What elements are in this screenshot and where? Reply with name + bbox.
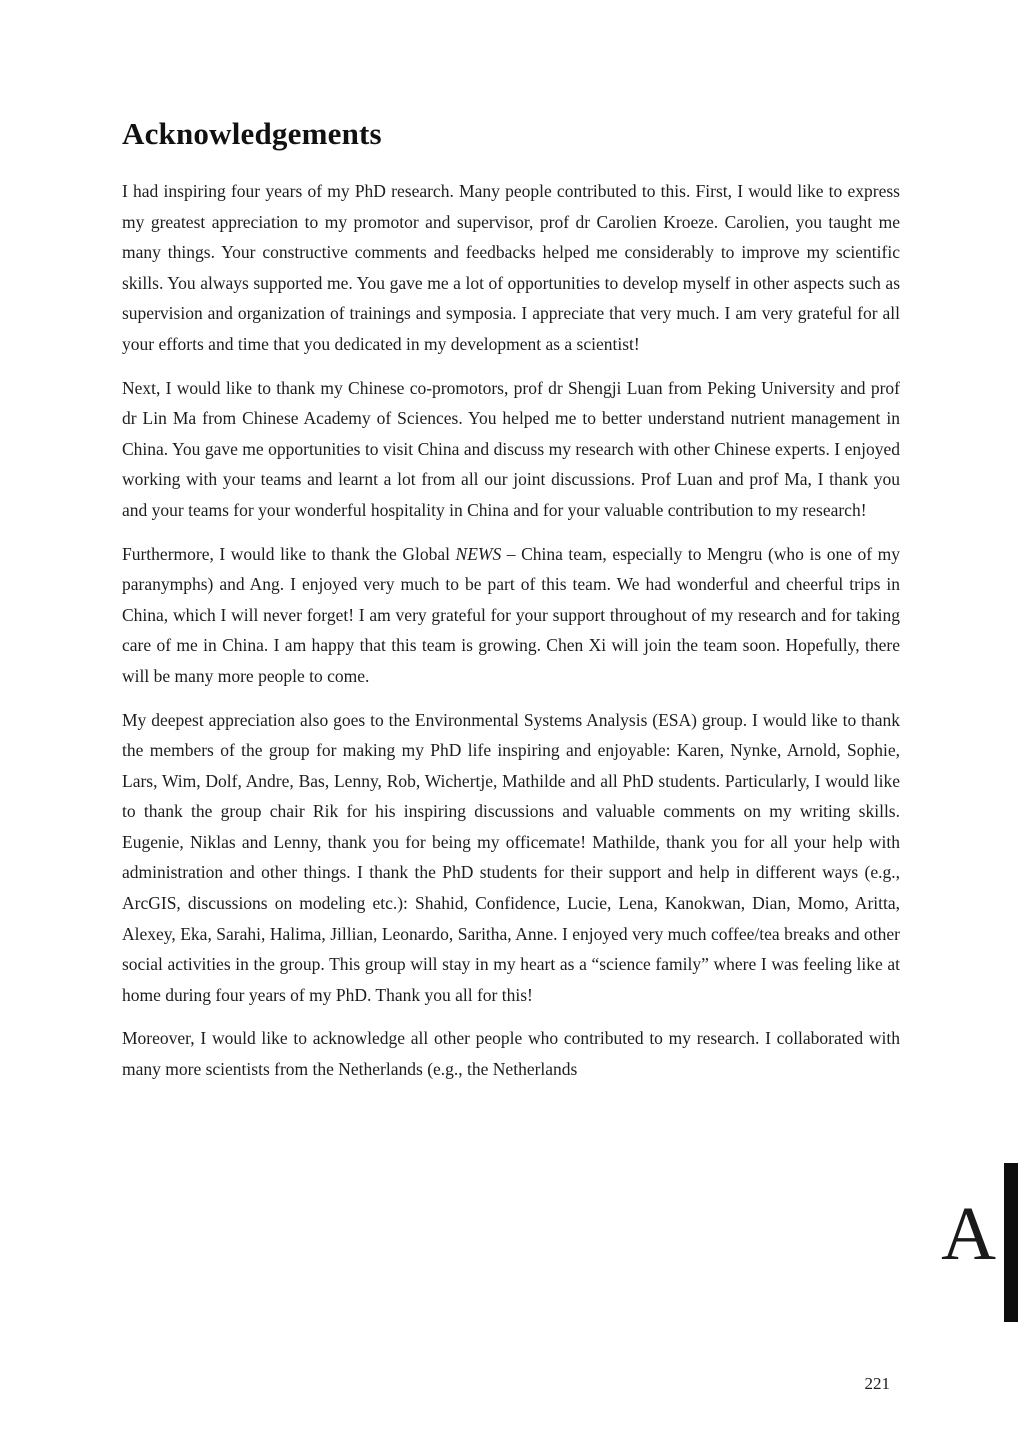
paragraph-2: Next, I would like to thank my Chinese co-promotors, prof dr Shengji Luan from Peking University and prof dr Lin Ma from Chinese Academy of Sciences. You helped me to better understand nutrient management in China. You gave me opportunities to visit China and discuss my research with other Chinese experts. I enjoyed working with your teams and learnt a lot from all our joint discussions. Prof Luan and prof Ma, I thank you and your teams for your wonderful hospitality in China and for your valuable contribution to my research! [122, 377, 900, 520]
page-title: Acknowledgements [122, 116, 382, 151]
italic-news-text: NEWS [455, 543, 502, 564]
page-content [122, 116, 900, 1098]
paragraph-1: I had inspiring four years of my PhD research. Many people contributed to this. First, I would like to express my greatest appreciation to my promotor and supervisor, prof dr Carolien Kroeze. Carolien, you taught me many things. Your constructive comments and feedbacks helped me considerably to improve my scientific skills. You always supported me. You gave me a lot of opportunities to develop myself in other aspects such as supervision and organization of trainings and symposia. I appreciate that very much. I am very grateful for all your efforts and time that you dedicated in my development as a scientist! [122, 181, 900, 354]
appendix-tab-bar [1004, 1163, 1018, 1322]
paragraph-3-text-before: Furthermore, I would like to thank the Global [122, 543, 456, 564]
paragraph-4: My deepest appreciation also goes to the Environmental Systems Analysis (ESA) group. I would like to thank the members of the group for making my PhD life inspiring and enjoyable: Karen, Nynke, Arnold, Sophie, Lars, Wim, Dolf, Andre, Bas, Lenny, Rob, Wichertje, Mathilde and all PhD students. Particularly, I would like to thank the group chair Rik for his inspiring discussions and valuable comments on my writing skills. Eugenie, Niklas and Lenny, thank you for being my officemate! Mathilde, thank you for all your help with administration and other things. I thank the PhD students for their support and help in different ways (e.g., ArcGIS, discussions on modeling etc.): Shahid, Confidence, Lucie, Lena, Kanokwan, Dian, Momo, Aritta, Alexey, Eka, Sarahi, Halima, Jillian, Leonardo, Saritha, Anne. I enjoyed very much coffee/tea breaks and other social activities in the group. This group will stay in my heart as a “science family” where I was feeling like at home during four years of my PhD. Thank you all for this! [122, 709, 900, 1005]
paragraph-3 [122, 539, 900, 692]
page-number: 221 [864, 1374, 890, 1393]
paragraph-5: Moreover, I would like to acknowledge all other people who contributed to my research. I collaborated with many more scientists from the Netherlands (e.g., the Netherlands [122, 1028, 900, 1080]
appendix-tab [898, 1160, 1018, 1325]
paragraph-3-text-after: – China team, especially to Mengru (who is one of my paranymphs) and Ang. I enjoyed very much to be part of this team. We had wonderful and cheerful trips in China, which I will never forget! I am very grateful for your support throughout of my research and for taking care of me in China. I am happy that this team is growing. Chen Xi will join the team soon. Hopefully, there will be many more people to come. [122, 543, 900, 686]
appendix-letter: A [941, 1192, 996, 1276]
